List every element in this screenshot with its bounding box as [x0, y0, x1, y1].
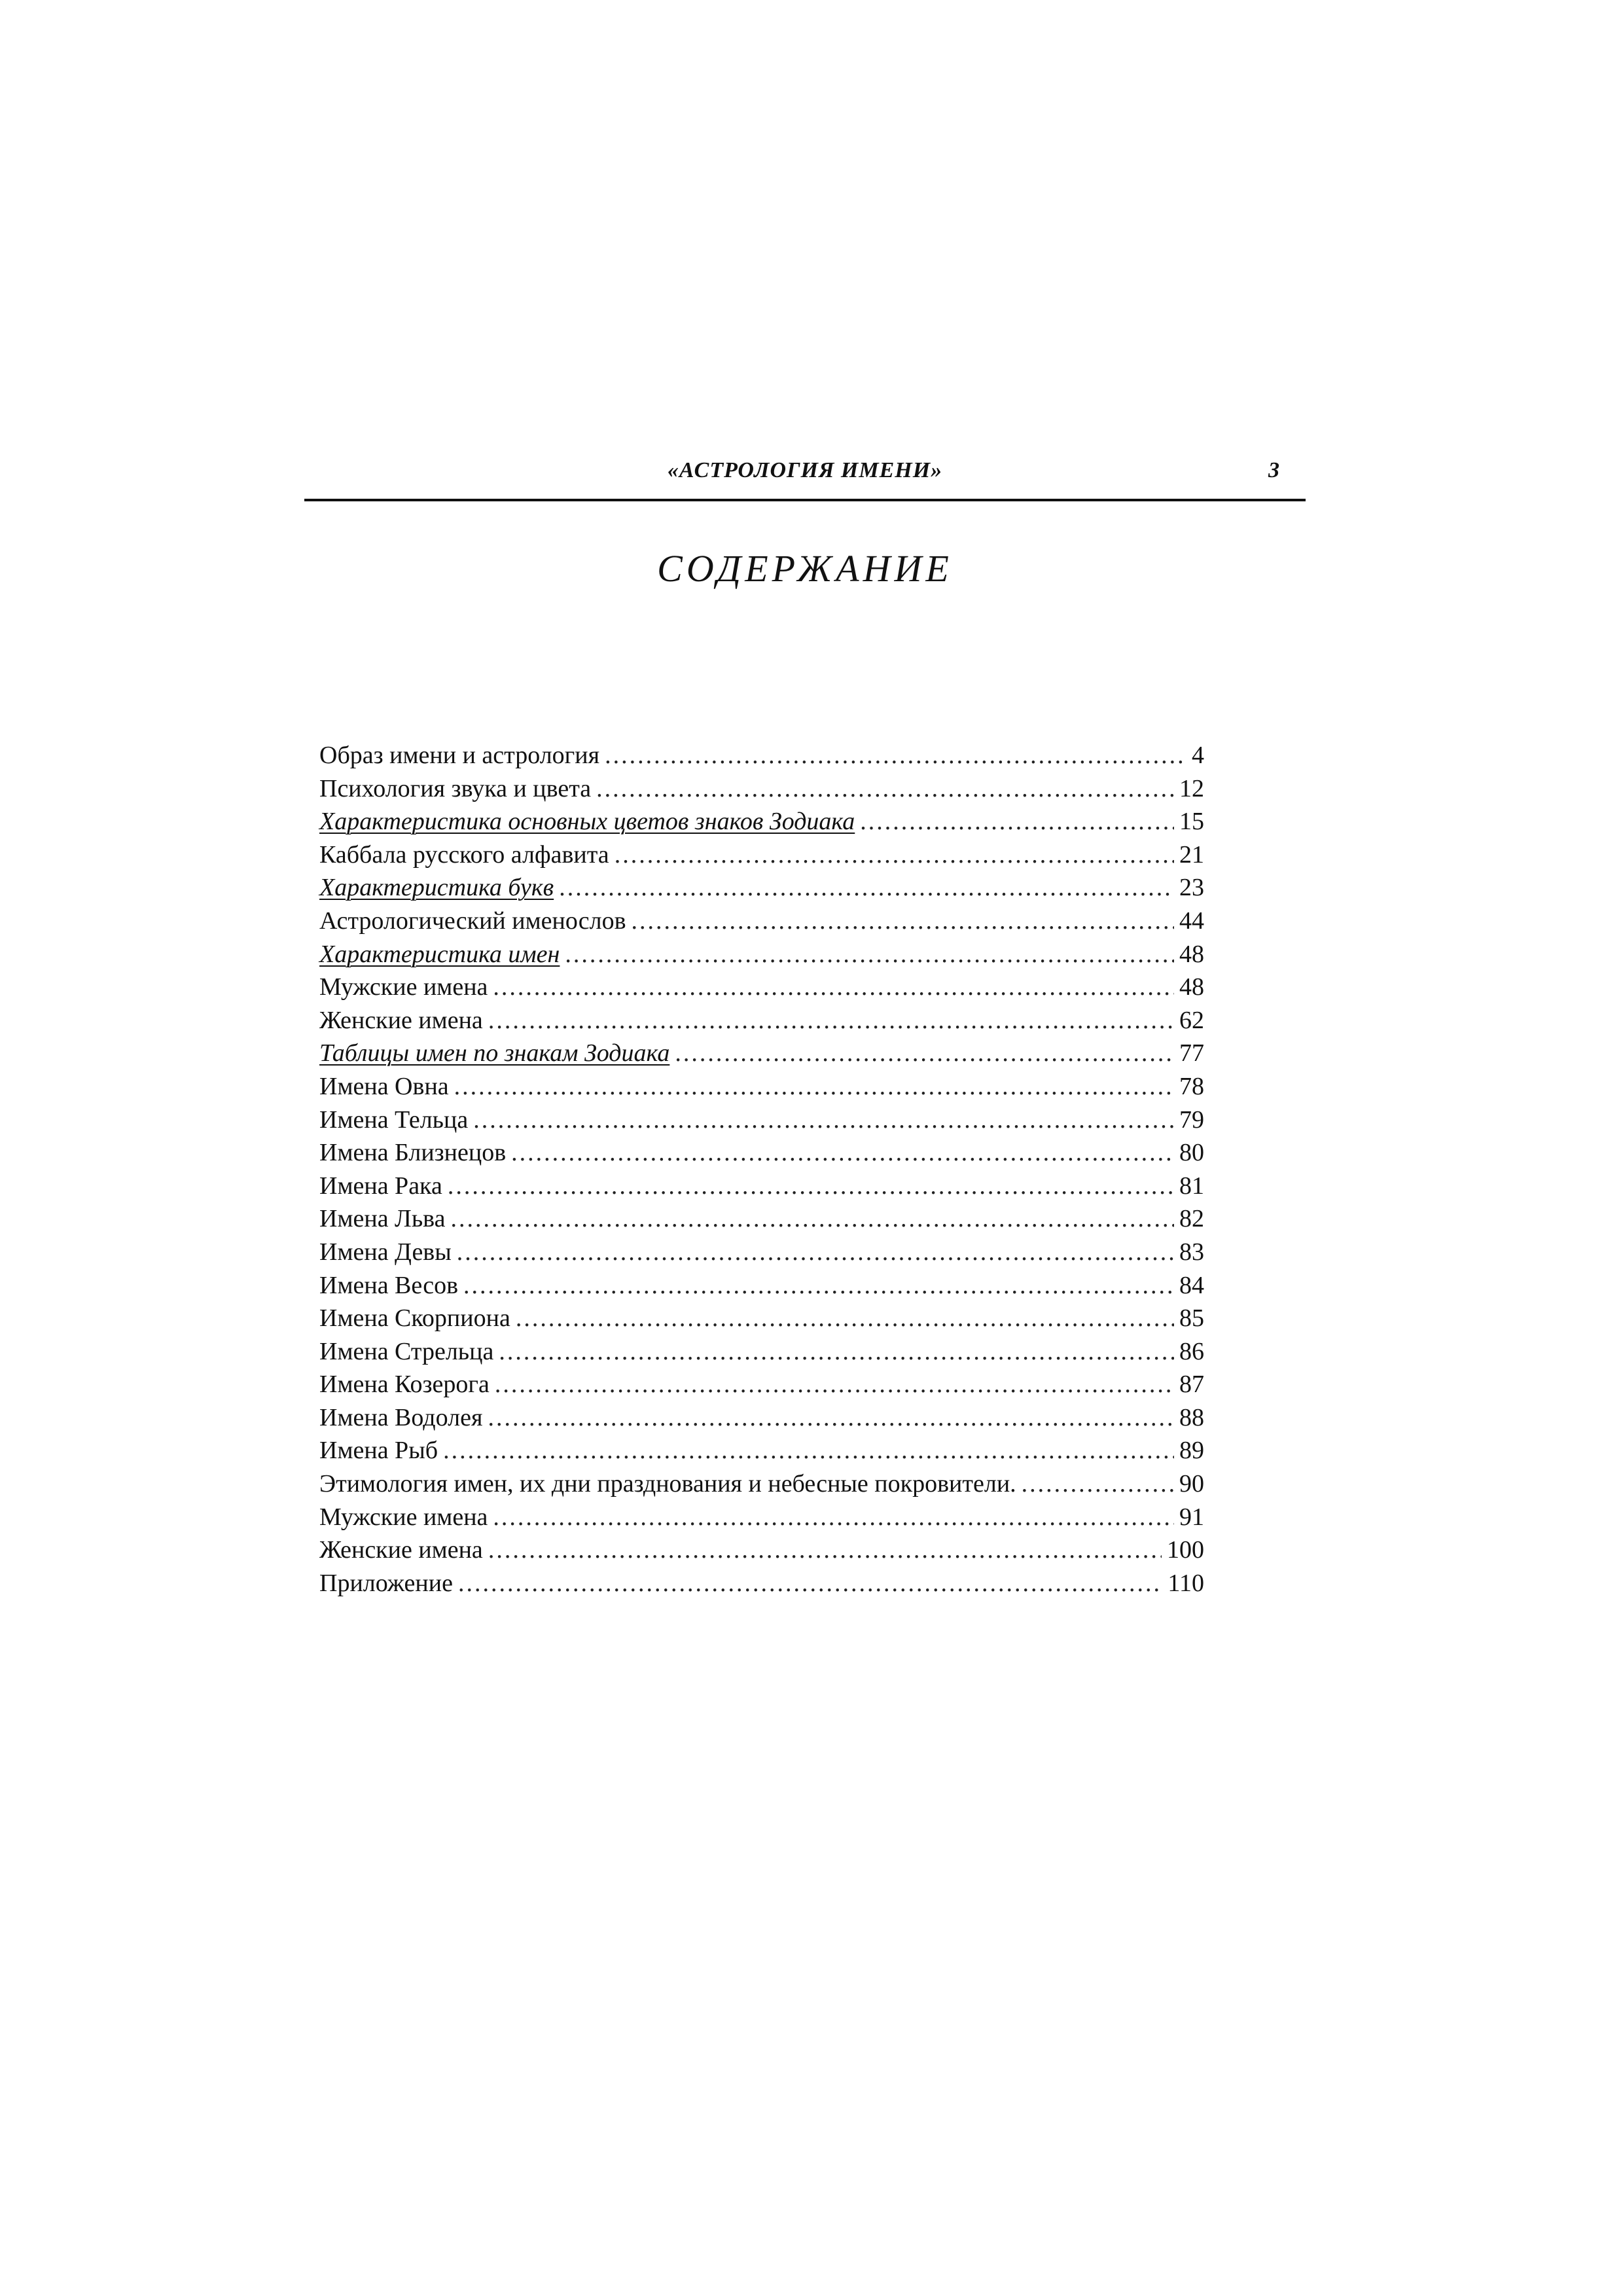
page-number: 3 — [1268, 458, 1279, 482]
dot-leader — [1022, 1467, 1174, 1501]
toc-entry[interactable] — [319, 1501, 1204, 1534]
toc-entry-title: Мужские имена — [319, 973, 488, 1001]
dot-leader — [448, 1170, 1174, 1203]
dot-leader — [493, 1501, 1174, 1534]
dot-leader — [463, 1269, 1174, 1302]
toc-entry[interactable] — [319, 1070, 1204, 1103]
dot-leader — [632, 905, 1174, 938]
dot-leader — [559, 871, 1174, 905]
toc-entry[interactable] — [319, 938, 1204, 971]
toc-entry-page: 4 — [1192, 742, 1204, 769]
toc-entry[interactable] — [319, 1401, 1204, 1435]
table-of-contents — [319, 739, 1204, 1600]
toc-entry-page: 12 — [1179, 774, 1204, 802]
toc-entry-page: 88 — [1179, 1403, 1204, 1431]
toc-entry-title: Имена Рака — [319, 1172, 442, 1200]
toc-entry-title: Характеристика основных цветов знаков Зодиака — [319, 808, 855, 836]
dot-leader — [565, 938, 1174, 971]
toc-entry[interactable] — [319, 1202, 1204, 1236]
toc-entry-page: 85 — [1179, 1304, 1204, 1333]
dot-leader — [488, 1534, 1162, 1567]
toc-entry-title: Имена Стрельца — [319, 1337, 494, 1365]
toc-entry[interactable] — [319, 1004, 1204, 1037]
toc-entry[interactable] — [319, 1269, 1204, 1302]
header-rule — [304, 499, 1306, 501]
toc-entry-page: 89 — [1179, 1437, 1204, 1465]
dot-leader — [488, 1401, 1174, 1435]
toc-entry[interactable] — [319, 1103, 1204, 1137]
toc-entry-page: 84 — [1179, 1271, 1204, 1299]
running-header — [304, 452, 1306, 497]
toc-entry-page: 77 — [1179, 1039, 1204, 1067]
dot-leader — [443, 1434, 1174, 1467]
toc-entry-page: 48 — [1179, 973, 1204, 1001]
toc-entry-page: 83 — [1179, 1238, 1204, 1266]
toc-entry-title: Характеристика имен — [319, 940, 560, 968]
toc-entry-title: Женские имена — [319, 1006, 483, 1034]
toc-entry-title: Имена Рыб — [319, 1437, 438, 1465]
toc-entry[interactable] — [319, 1467, 1204, 1501]
dot-leader — [605, 739, 1186, 772]
toc-entry-title: Имена Тельца — [319, 1105, 469, 1134]
toc-entry-page: 90 — [1179, 1470, 1204, 1498]
toc-entry[interactable] — [319, 1170, 1204, 1203]
toc-entry[interactable] — [319, 1037, 1204, 1070]
dot-leader — [615, 838, 1174, 872]
toc-entry-page: 82 — [1179, 1205, 1204, 1233]
toc-entry-title: Имена Весов — [319, 1271, 459, 1299]
toc-entry-page: 78 — [1179, 1072, 1204, 1100]
toc-entry-page: 48 — [1179, 940, 1204, 968]
toc-entry[interactable] — [319, 1236, 1204, 1269]
toc-entry-title: Женские имена — [319, 1536, 483, 1564]
toc-heading: СОДЕРЖАНИЕ — [657, 547, 953, 590]
toc-entry-title: Имена Козерога — [319, 1371, 490, 1399]
toc-entry-title: Этимология имен, их дни празднования и небесные покровители. — [319, 1470, 1016, 1498]
dot-leader — [454, 1070, 1174, 1103]
dot-leader — [860, 805, 1174, 838]
toc-entry[interactable] — [319, 905, 1204, 938]
toc-entry-page: 15 — [1179, 808, 1204, 836]
toc-entry-title: Образ имени и астрология — [319, 742, 600, 769]
dot-leader — [457, 1236, 1174, 1269]
toc-entry[interactable] — [319, 1302, 1204, 1335]
toc-entry[interactable] — [319, 1136, 1204, 1170]
toc-entry-title: Мужские имена — [319, 1503, 488, 1531]
toc-entry-title: Имена Водолея — [319, 1403, 483, 1431]
toc-entry[interactable] — [319, 1567, 1204, 1600]
dot-leader — [450, 1202, 1174, 1236]
toc-entry[interactable] — [319, 805, 1204, 838]
dot-leader — [495, 1368, 1174, 1401]
toc-entry-page: 62 — [1179, 1006, 1204, 1034]
toc-entry-page: 44 — [1179, 906, 1204, 935]
toc-entry-page: 81 — [1179, 1172, 1204, 1200]
toc-entry-title: Таблицы имен по знакам Зодиака — [319, 1039, 670, 1067]
dot-leader — [516, 1302, 1174, 1335]
dot-leader — [458, 1567, 1162, 1600]
toc-entry-page: 87 — [1179, 1371, 1204, 1399]
toc-entry[interactable] — [319, 1534, 1204, 1567]
toc-entry-title: Характеристика букв — [319, 874, 554, 902]
toc-entry-page: 79 — [1179, 1105, 1204, 1134]
dot-leader — [675, 1037, 1174, 1070]
dot-leader — [493, 971, 1174, 1004]
toc-entry[interactable] — [319, 971, 1204, 1004]
toc-entry-title: Каббала русского алфавита — [319, 840, 609, 869]
toc-entry[interactable] — [319, 772, 1204, 806]
running-title: «АСТРОЛОГИЯ ИМЕНИ» — [667, 458, 943, 482]
toc-entry-page: 91 — [1179, 1503, 1204, 1531]
toc-entry-page: 110 — [1168, 1569, 1204, 1597]
dot-leader — [473, 1103, 1174, 1137]
toc-entry-page: 80 — [1179, 1139, 1204, 1167]
dot-leader — [499, 1335, 1174, 1369]
toc-entry-title: Приложение — [319, 1569, 453, 1597]
toc-entry-page: 100 — [1167, 1536, 1204, 1564]
toc-entry[interactable] — [319, 1434, 1204, 1467]
dot-leader — [596, 772, 1174, 806]
toc-entry-title: Имена Девы — [319, 1238, 452, 1266]
dot-leader — [488, 1004, 1174, 1037]
toc-entry-title: Имена Близнецов — [319, 1139, 507, 1167]
toc-entry-title: Имена Льва — [319, 1205, 446, 1233]
toc-entry[interactable] — [319, 838, 1204, 872]
toc-entry-page: 86 — [1179, 1337, 1204, 1365]
toc-entry-page: 21 — [1179, 840, 1204, 869]
toc-entry-page: 23 — [1179, 874, 1204, 902]
toc-entry-title: Имена Скорпиона — [319, 1304, 510, 1333]
toc-entry[interactable] — [319, 1335, 1204, 1369]
toc-entry[interactable] — [319, 871, 1204, 905]
toc-entry-title: Астрологический именослов — [319, 906, 626, 935]
toc-entry-title: Имена Овна — [319, 1072, 449, 1100]
toc-entry-title: Психология звука и цвета — [319, 774, 592, 802]
toc-entry[interactable] — [319, 1368, 1204, 1401]
toc-entry[interactable] — [319, 739, 1204, 772]
dot-leader — [511, 1136, 1174, 1170]
